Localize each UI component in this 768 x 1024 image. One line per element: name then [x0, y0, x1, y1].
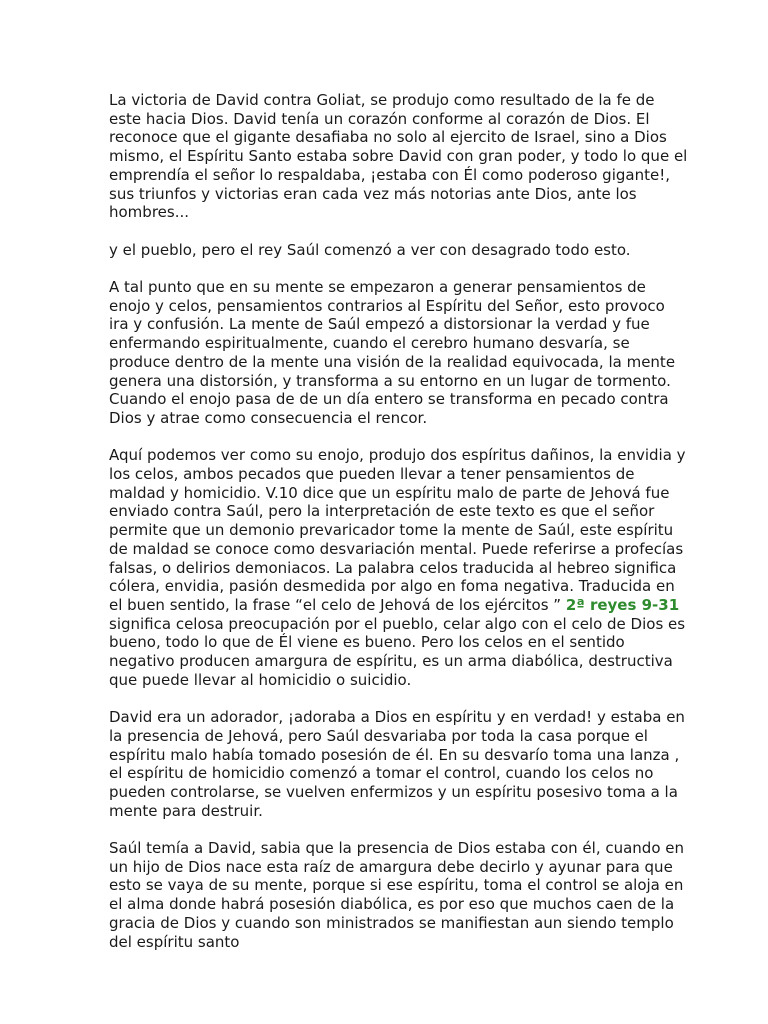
- paragraph-celos-mente: A tal punto que en su mente se empezaron a generar pensamientos de enojo y celos, pensamientos contrarios al Espíritu del Señor, esto provoco ira y confusión. La mente de Saúl empezó a distorsionar la verdad y fue enfermando espiritualmente, cuando el cerebro humano desvaría, se produce dentro de la mente una visión de la realidad equivocada, la mente genera una distorsión, y transforma a su entorno en un lugar de tormento. Cuando el enojo pasa de de un día entero se transforma en pecado contra Dios y atrae como consecuencia el rencor.: [109, 278, 676, 427]
- paragraph-text-before: Aquí podemos ver como su enojo, produjo dos espíritus dañinos, la envidia y los celos, ambos pecados que pueden llevar a tener pensamientos de maldad y homicidio. V.10 dice que un espíritu malo de parte de Jehová fue enviado contra Saúl, pero la interpretación de este texto es que el señor permite que un demonio prevaricador tome la mente de Saúl, este espíritu de maldad se conoce como desvariación mental. Puede referirse a profecías falsas, o delirios demoniacos. La palabra celos traducida al hebreo significa cólera, envidia, pasión desmedida por algo en foma negativa. Traducida en el buen sentido, la frase “el celo de Jehová de los ejércitos ”: [109, 446, 686, 614]
- paragraph-espiritus-daninos: [109, 446, 689, 689]
- paragraph-adorador: David era un adorador, ¡adoraba a Dios en espíritu y en verdad! y estaba en la presencia de Jehová, pero Saúl desvariaba por toda la casa porque el espíritu malo había tomado posesión de él. En su desvarío toma una lanza , el espíritu de homicidio comenzó a tomar el control, cuando los celos no pueden controlarse, se vuelven enfermizos y un espíritu posesivo toma a la mente para destruir.: [109, 708, 685, 820]
- scripture-reference: 2ª reyes 9-31: [565, 595, 680, 614]
- paragraph-pueblo: y el pueblo, pero el rey Saúl comenzó a ver con desagrado todo esto.: [109, 240, 631, 259]
- paragraph-text-after: significa celosa preocupación por el pueblo, celar algo con el celo de Dios es bueno, todo lo que de Él viene es bueno. Pero los celos en el sentido negativo producen amargura de espíritu, es un arma diabólica, destructiva que puede llevar al homicidio o suicidio.: [109, 614, 686, 689]
- paragraph-victoria: La victoria de David contra Goliat, se produjo como resultado de la fe de este hacia Dios. David tenía un corazón conforme al corazón de Dios. El reconoce que el gigante desafiaba no solo al ejercito de Israel, sino a Dios mismo, el Espíritu Santo estaba sobre David con gran poder, y todo lo que el emprendía el señor lo respaldaba, ¡estaba con Él como poderoso gigante!, sus triunfos y victorias eran cada vez más notorias ante Dios, ante los hombres...: [109, 91, 688, 222]
- paragraph-saul-temia: Saúl temía a David, sabia que la presencia de Dios estaba con él, cuando en un hijo de Dios nace esta raíz de amargura debe decirlo y ayunar para que esto se vaya de su mente, porque si ese espíritu, toma el control se aloja en el alma donde habrá posesión diabólica, es por eso que muchos caen de la gracia de Dios y cuando son ministrados se manifiestan aun siendo templo del espíritu santo: [109, 839, 685, 951]
- document-body: [109, 91, 689, 970]
